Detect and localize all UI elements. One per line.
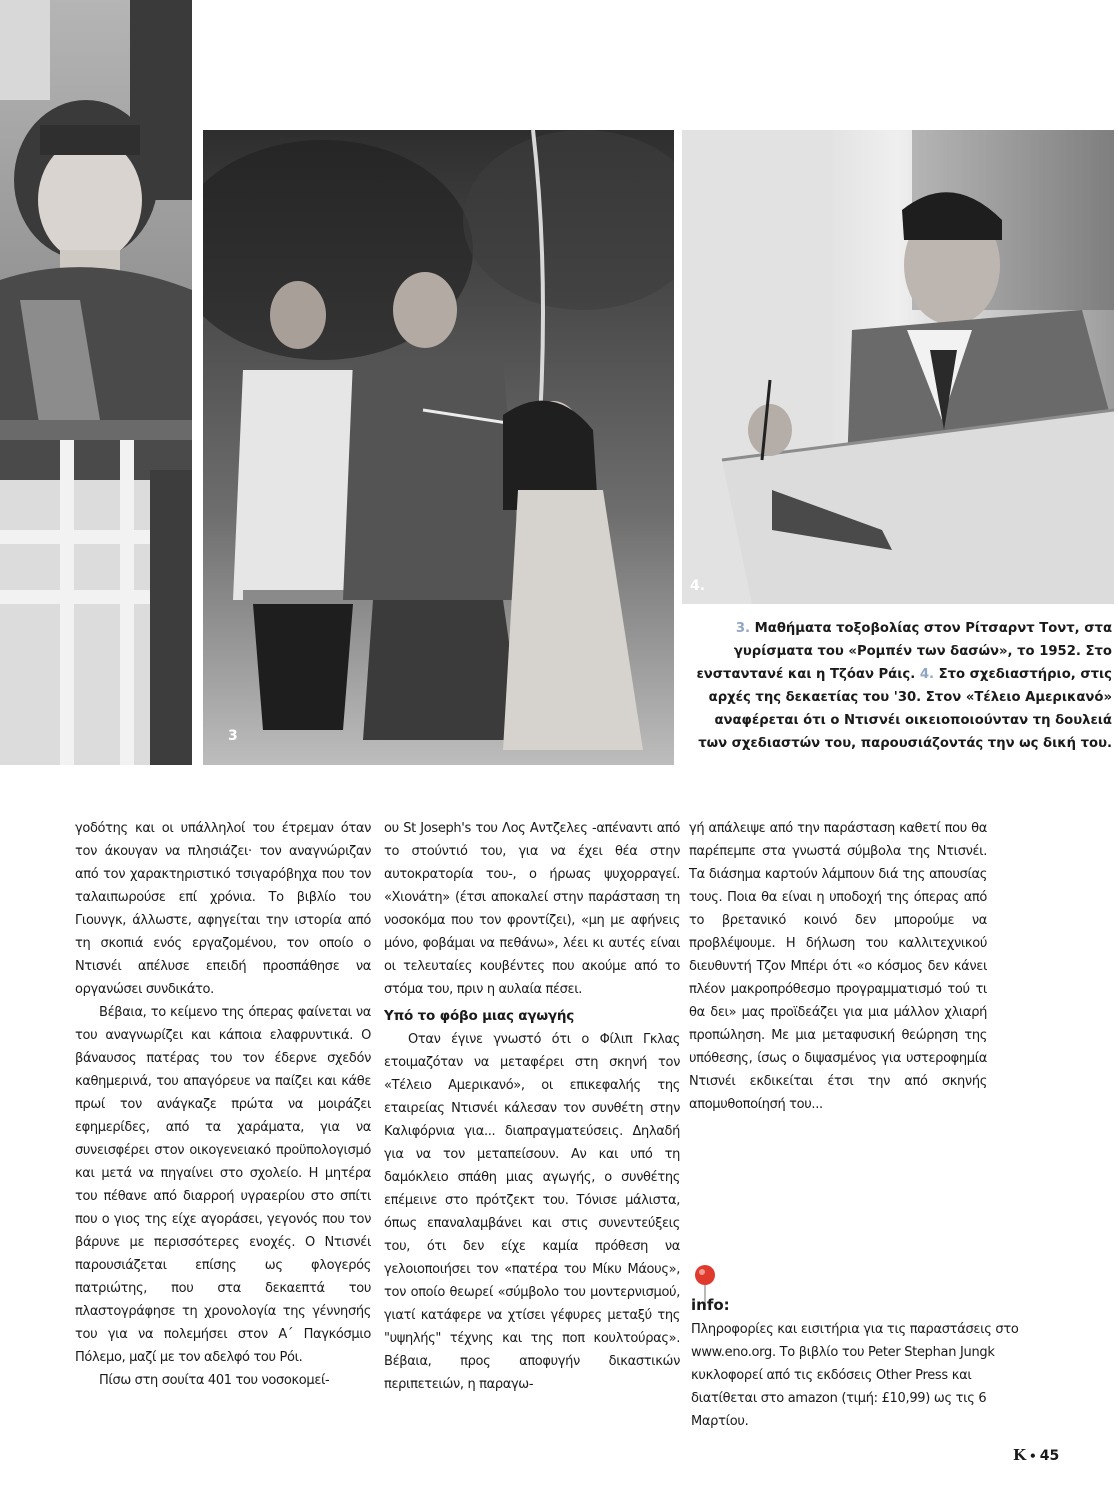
photo-girl-portrait: [0, 0, 192, 765]
article-column-1: [75, 817, 371, 1392]
article-column-2: [384, 817, 680, 1396]
caption-number-4: 4.: [919, 667, 934, 682]
page-footer: [1013, 1446, 1059, 1464]
photo-4-number: 4.: [690, 578, 706, 594]
info-title: info:: [691, 1296, 730, 1314]
article-paragraph: Πίσω στη σουίτα 401 του νοσοκομεί-: [99, 1373, 330, 1388]
article-paragraph: Οταν έγινε γνωστό ότι ο Φίλιπ Γκλας ετοιμαζόταν να μεταφέρει στη σκηνή τον «Τέλειο Αμερικανό», οι επικεφαλής της εταιρείας Ντισνέι κάλεσαν τον συνθέτη στην Καλιφόρνια για... διαπραγματεύσεις. Δηλαδή για να τον μεταπείσουν. Αν και υπό τη δαμόκλειο σπάθη μιας αγωγής, ο συνθέτης επέμεινε στο πρότζεκτ του. Τόνισε μάλιστα, όπως επαναλαμβάνει και στις συνεντεύξεις του, ότι δεν είχε καμία πρόθεση να γελοιοποιήσει τον «πατέρα του Μίκυ Μάους», τον οποίο θεωρεί «σύμβολο του μοντερνισμού, γιατί κατάφερε να χτίσει γέφυρες μεταξύ της "υψηλής" τέχνης και της ποπ κουλτούρας». Βέβαια, προς αποφυγήν δικαστικών περιπετειών, η παραγω-: [384, 1032, 680, 1392]
photo-drawing-board: [682, 130, 1114, 604]
article-paragraph: γή απάλειψε από την παράσταση καθετί που θα παρέπεμπε στα γνωστά σύμβολα της Ντισνέι. Τα διάσημα καρτούν λάμπουν διά της απουσίας τους. Ποια θα είναι η υποδοχή της όπερας από το βρετανικό κοινό δεν μπορούμε να προβλέψουμε. Η δήλωση του καλλιτεχνικού διευθυντή Τζον Μπέρι ότι «ο κόσμος δεν κάνει πλέον μακροπρόθεσμο προγραμματισμό τού τι θα δει» μας προϊδεάζει για μια μάλλον χλιαρή προπώληση. Με μια μεταφυσική θεώρηση της υπόθεσης, ίσως ο διψασμένος για υστεροφημία Ντισνέι εκδικείται έτσι την από σκηνής απομυθοποίησή του...: [689, 821, 987, 1112]
article-paragraph: γοδότης και οι υπάλληλοί του έτρεμαν όταν τον άκουγαν να πλησιάζει· τον αναγνώριζαν από τον χαρακτηριστικό τσιγαρόβηχα που τον ταλαιπωρούσε επί χρόνια. Το βιβλίο του Γιουνγκ, άλλωστε, αφηγείται την ιστορία από τη σκοπιά ενός εργαζομένου, τον οποίο ο Ντισνέι απέλυσε επειδή προσπάθησε να οργανώσει συνδικάτο.: [75, 821, 371, 997]
info-text: Πληροφορίες και εισιτήρια για τις παραστάσεις στο www.eno.org. Το βιβλίο του Peter Stephan Jungk κυκλοφορεί από τις εκδόσεις Other Press και διατίθεται στο amazon (τιμή: £10,99) ως τις 6 Μαρτίου.: [691, 1322, 1019, 1429]
photo-caption: [688, 617, 1112, 755]
caption-number-3: 3.: [735, 621, 751, 636]
photo-archery-lesson: [203, 130, 674, 765]
caption-text-4: Στο σχεδιαστήριο, στις αρχές της δεκαετίας του '30. Στον «Τέλειο Αμερικανό» αναφέρεται ότι ο Ντισνέι οικειοποιούνταν τη δουλειά των σχεδιαστών του, παρουσιάζοντάς την ως δική του.: [698, 667, 1112, 751]
magazine-logo: K: [1013, 1446, 1027, 1464]
section-heading: Υπό το φόβο μιας αγωγής: [384, 1008, 575, 1024]
article-column-3: [689, 817, 987, 1116]
page-number: 45: [1039, 1448, 1060, 1464]
footer-separator: •: [1029, 1449, 1037, 1463]
article-paragraph: Βέβαια, το κείμενο της όπερας φαίνεται να του αναγνωρίζει και κάποια ελαφρυντικά. Ο βάναυσος πατέρας του τον έδερνε σχεδόν καθημερινά, του απαγόρευε να παίζει και κάθε πρωί τον ανάγκαζε πρώτα να μοιράζει εφημερίδες, από τα χαράματα, για να συνεισφέρει στον οικογενειακό προϋπολογισμό και μετά να πηγαίνει στο σχολείο. Η μητέρα του πέθανε από διαρροή υγραερίου στο σπίτι που ο γιος της είχε αγοράσει, γεγονός που τον βάρυνε με περισσότερες ενοχές. Ο Ντισνέι παρουσιάζεται επίσης ως φλογερός πατριώτης, που στα δεκαεπτά του πλαστογράφησε τη χρονολογία της γέννησής του για να πολεμήσει στον Α΄ Παγκόσμιο Πόλεμο, μαζί με τον αδελφό του Ρόι.: [75, 1005, 371, 1365]
photo-3-number: 3: [228, 728, 238, 744]
caption-text-3: Μαθήματα τοξοβολίας στον Ρίτσαρντ Τοντ, στα γυρίσματα του «Ρομπέν των δασών», το 1952. Στο ενσταντανέ και η Τζόαν Ράις.: [696, 621, 1112, 682]
article-paragraph: ου St Joseph's του Λος Αντζελες -απέναντι από το στούντιό του, για να έχει θέα στην αυτοκρατορία του-, ο ήρωας ψυχορραγεί. «Χιονάτη» (έτσι αποκαλεί στην παράσταση τη νοσοκόμα που τον φροντίζει), «μη με αφήνεις μόνο, φοβάμαι να πεθάνω», λέει κι αυτές είναι οι τελευταίες κουβέντες που ακούμε από το στόμα του, πριν η αυλαία πέσει.: [384, 821, 680, 997]
